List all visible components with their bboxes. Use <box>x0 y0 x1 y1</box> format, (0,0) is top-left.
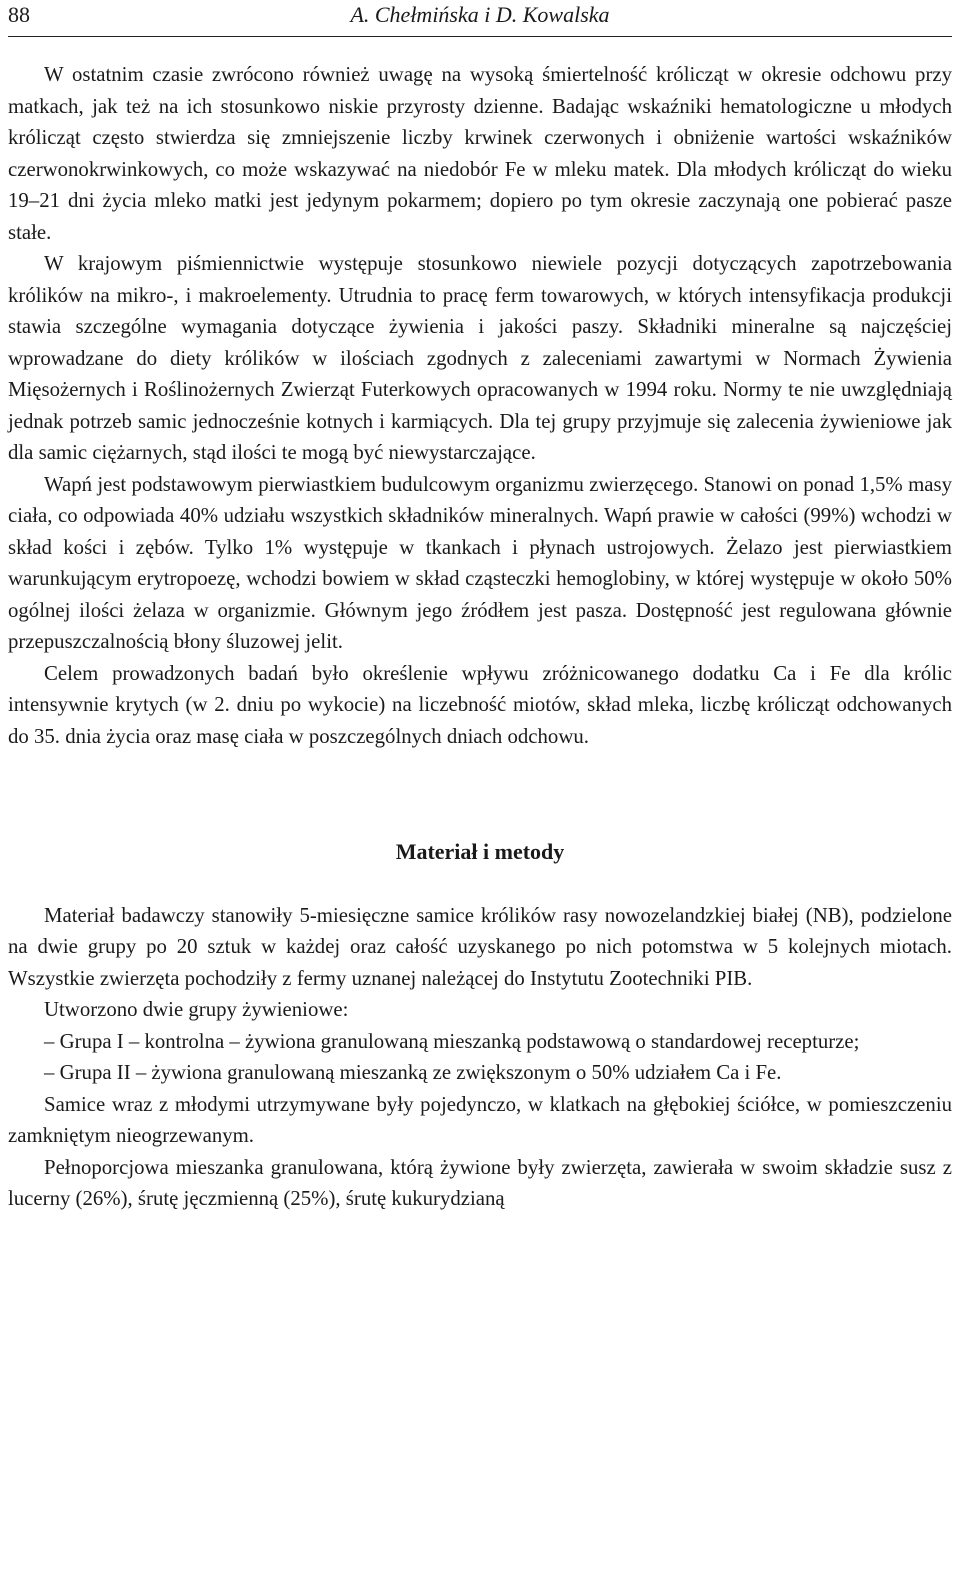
methods-list-item: – Grupa II – żywiona granulowaną mieszanką ze zwiększonym o 50% udziałem Ca i Fe. <box>44 1061 782 1084</box>
section-title: Materiał i metody <box>395 839 565 864</box>
intro-paragraph: Celem prowadzonych badań było określenie wpływu zróżnicowanego dodatku Ca i Fe dla królic intensywnie krytych (w 2. dniu po wykocie) na liczebność miotów, skład mleka, liczbę królicząt odchowanych do 35. dnia życia oraz masę ciała w poszczególnych dniach odchowu. <box>8 661 952 748</box>
page-number: 88 <box>8 2 30 27</box>
page <box>8 0 952 1215</box>
methods-paragraph: Utworzono dwie grupy żywieniowe: <box>44 998 349 1021</box>
page-header <box>8 0 952 37</box>
methods-paragraph: Samice wraz z młodymi utrzymywane były pojedynczo, w klatkach na głębokiej ściółce, w pomieszczeniu zamkniętym nieogrzewanym. <box>8 1092 952 1147</box>
running-head: A. Chełmińska i D. Kowalska <box>350 2 610 27</box>
methods-paragraph: Materiał badawczy stanowiły 5-miesięczne samice królików rasy nowozelandzkiej białej (NB), podzielone na dwie grupy po 20 sztuk w każdej oraz całość uzyskanego po nich potomstwa w 5 kolejnych miotach. Wszystkie zwierzęta pochodziły z fermy uznanej należącej do Instytutu Zootechniki PIB. <box>8 903 952 990</box>
body-text <box>8 59 952 1215</box>
intro-paragraph: W krajowym piśmiennictwie występuje stosunkowo niewiele pozycji dotyczących zapotrzebowania królików na mikro-, i makroelementy. Utrudnia to pracę ferm towarowych, w których intensyfikacja produkcji stawia szczególne wymagania dotyczące żywienia i jakości paszy. Składniki mineralne są najczęściej wprowadzane do diety królików w ilościach zgodnych z zaleceniami zawartymi w Normach Żywienia Mięsożernych i Roślinożernych Zwierząt Futerkowych opracowanych w 1994 roku. Normy te nie uwzględniają jednak potrzeb samic jednocześnie kotnych i karmiących. Dla tej grupy przyjmuje się zalecenia żywieniowe jak dla samic ciężarnych, stąd ilości te mogą być niewystarczające. <box>8 252 952 464</box>
intro-paragraph: W ostatnim czasie zwrócono również uwagę na wysoką śmiertelność królicząt w okresie odchowu przy matkach, jak też na ich stosunkowo niskie przyrosty dzienne. Badając wskaźniki hematologiczne u młodych królicząt często stwierdza się zmniejszenie liczby krwinek czerwonych i obniżenie wartości wskaźników czerwonokrwinkowych, co może wskazywać na niedobór Fe w mleku matek. Dla młodych królicząt do wieku 19–21 dni życia mleko matki jest jedynym pokarmem; dopiero po tym okresie zaczynają one pobierać pasze stałe. <box>8 63 952 244</box>
intro-paragraph: Wapń jest podstawowym pierwiastkiem budulcowym organizmu zwierzęcego. Stanowi on ponad 1,5% masy ciała, co odpowiada 40% udziału wszystkich składników mineralnych. Wapń prawie w całości (99%) wchodzi w skład kości i zębów. Tylko 1% występuje w tkankach i płynach ustrojowych. Żelazo jest pierwiastkiem warunkującym erytropoezę, wchodzi bowiem w skład cząsteczki hemoglobiny, w której występuje w około 50% ogólnej ilości żelaza w organizmie. Głównym jego źródłem jest pasza. Dostępność jest regulowana głównie przepuszczalnością błony śluzowej jelit. <box>8 472 952 653</box>
methods-list-item: – Grupa I – kontrolna – żywiona granulowaną mieszanką podstawową o standardowej recepturze; <box>44 1029 860 1053</box>
methods-paragraph: Pełnoporcjowa mieszanka granulowana, którą żywione były zwierzęta, zawierała w swoim składzie susz z lucerny (26%), śrutę jęczmienną (25%), śrutę kukurydzianą <box>8 1155 952 1210</box>
